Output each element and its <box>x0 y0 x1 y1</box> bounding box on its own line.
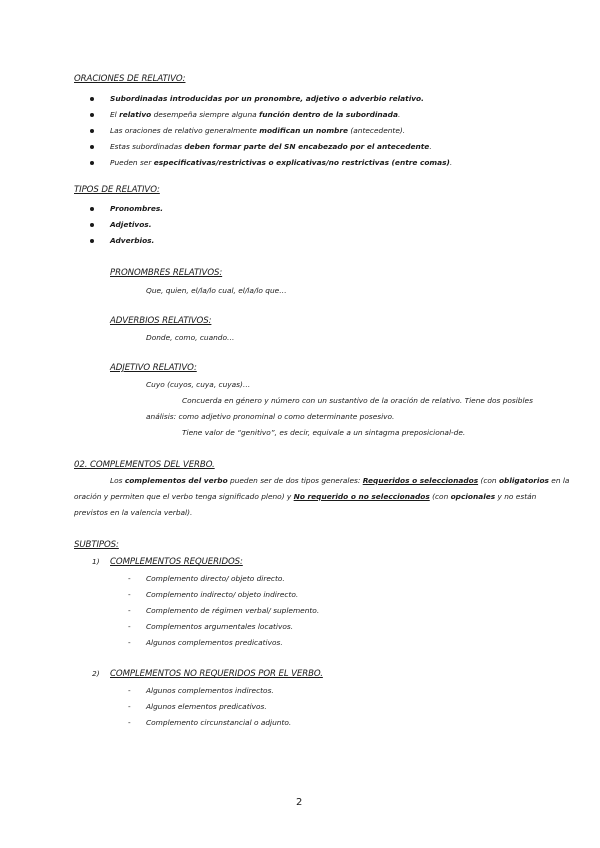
dash-icon: - <box>128 622 131 631</box>
text-run: . <box>429 142 432 151</box>
section-title-subtipos: SUBTIPOS: <box>74 540 119 550</box>
list-item: Algunos elementos predicativos. <box>146 702 267 711</box>
adjetivo-line-4: Tiene valor de “genitivo”, es decir, equivale a un sintagma preposicional-de. <box>182 428 466 437</box>
bullet-icon <box>90 239 94 243</box>
pronombres-text: Que, quien, el/la/lo cual, el/la/lo que… <box>146 286 287 295</box>
text-run: opcionales <box>450 492 496 501</box>
text-run: . <box>449 158 453 167</box>
heading-requeridos: COMPLEMENTOS REQUERIDOS: <box>110 557 243 567</box>
oraciones-bullet-item <box>110 110 400 119</box>
text-run: y no están <box>495 492 537 501</box>
text-run: Los <box>110 476 125 485</box>
adjetivo-line-3: análisis: como adjetivo pronominal o como determinante posesivo. <box>146 412 395 421</box>
text-run: Requeridos o seleccionados <box>362 476 479 485</box>
bullet-icon <box>90 129 94 133</box>
dash-icon: - <box>128 590 131 599</box>
text-run: Estas subordinadas <box>110 142 185 151</box>
list-item: Complemento indirecto/ objeto indirecto. <box>146 590 299 599</box>
oraciones-bullet-item <box>110 142 432 151</box>
list-number-1: 1) <box>92 557 100 566</box>
list-item: Complemento directo/ objeto directo. <box>146 574 285 583</box>
text-run: obligatorios <box>498 476 549 485</box>
section-title-oraciones: ORACIONES DE RELATIVO: <box>74 74 186 84</box>
text-run: Las oraciones de relativo generalmente <box>110 126 260 135</box>
list-item: Algunos complementos predicativos. <box>146 638 283 647</box>
bullet-icon <box>90 113 94 117</box>
bullet-icon <box>90 97 94 101</box>
complementos-para-line-2 <box>74 492 536 501</box>
heading-no-requeridos: COMPLEMENTOS NO REQUERIDOS POR EL VERBO. <box>110 669 323 679</box>
text-run: deben formar parte del SN encabezado por el antecedente <box>184 142 430 151</box>
text-run: (con <box>478 476 499 485</box>
complementos-para-line-3: previstos en la valencia verbal). <box>74 508 193 517</box>
adjetivo-line-2: Concuerda en género y número con un sustantivo de la oración de relativo. Tiene dos posibles <box>182 396 533 405</box>
text-run: (con <box>429 492 451 501</box>
dash-icon: - <box>128 686 131 695</box>
text-run: complementos del verbo <box>124 476 228 485</box>
list-item: Complementos argumentales locativos. <box>146 622 294 631</box>
dash-icon: - <box>128 718 131 727</box>
oraciones-bullet-item <box>110 94 424 103</box>
bullet-icon <box>90 161 94 165</box>
adjetivo-line-1: Cuyo (cuyos, cuya, cuyas)… <box>146 380 251 389</box>
text-run: desempeña siempre alguna <box>151 110 259 119</box>
list-item: Complemento de régimen verbal/ suplemento. <box>146 606 320 615</box>
dash-icon: - <box>128 574 131 583</box>
heading-adverbios: ADVERBIOS RELATIVOS: <box>110 316 212 326</box>
text-run: pueden ser de dos tipos generales: <box>227 476 363 485</box>
text-run: oración y permiten que el verbo tenga significado pleno) y <box>74 492 294 501</box>
text-run: relativo <box>119 110 152 119</box>
text-run: en la <box>548 476 570 485</box>
text-run: Subordinadas introducidas por un pronombre, adjetivo o adverbio relativo. <box>110 94 424 103</box>
dash-icon: - <box>128 702 131 711</box>
text-run: El <box>110 110 120 119</box>
bullet-icon <box>90 207 94 211</box>
heading-pronombres: PRONOMBRES RELATIVOS: <box>110 268 223 278</box>
adverbios-text: Donde, como, cuando… <box>146 333 235 342</box>
text-run: No requerido o no seleccionados <box>293 492 430 501</box>
section-title-complementos: 02. COMPLEMENTOS DEL VERBO. <box>74 460 215 470</box>
tipos-bullet-item: Adverbios. <box>110 236 155 245</box>
text-run: . <box>397 110 401 119</box>
text-run: Pueden ser <box>110 158 154 167</box>
list-item: Complemento circunstancial o adjunto. <box>146 718 292 727</box>
complementos-para-line-1 <box>110 476 569 485</box>
oraciones-bullet-item <box>110 126 405 135</box>
text-run: función dentro de la subordinada <box>259 110 398 119</box>
bullet-icon <box>90 145 94 149</box>
page-number: 2 <box>296 797 303 808</box>
text-run: especificativas/restrictivas o explicativas/no restrictivas (entre comas) <box>153 158 450 167</box>
oraciones-bullet-item <box>110 158 452 167</box>
list-item: Algunos complementos indirectos. <box>146 686 274 695</box>
dash-icon: - <box>128 606 131 615</box>
list-number-2: 2) <box>92 669 100 678</box>
dash-icon: - <box>128 638 131 647</box>
bullet-icon <box>90 223 94 227</box>
tipos-bullet-item: Adjetivos. <box>110 220 152 229</box>
heading-adjetivo: ADJETIVO RELATIVO: <box>110 363 197 373</box>
text-run: (antecedente). <box>348 126 406 135</box>
text-run: modifican un nombre <box>259 126 348 135</box>
section-title-tipos: TIPOS DE RELATIVO: <box>74 185 160 195</box>
tipos-bullet-item: Pronombres. <box>110 204 164 213</box>
